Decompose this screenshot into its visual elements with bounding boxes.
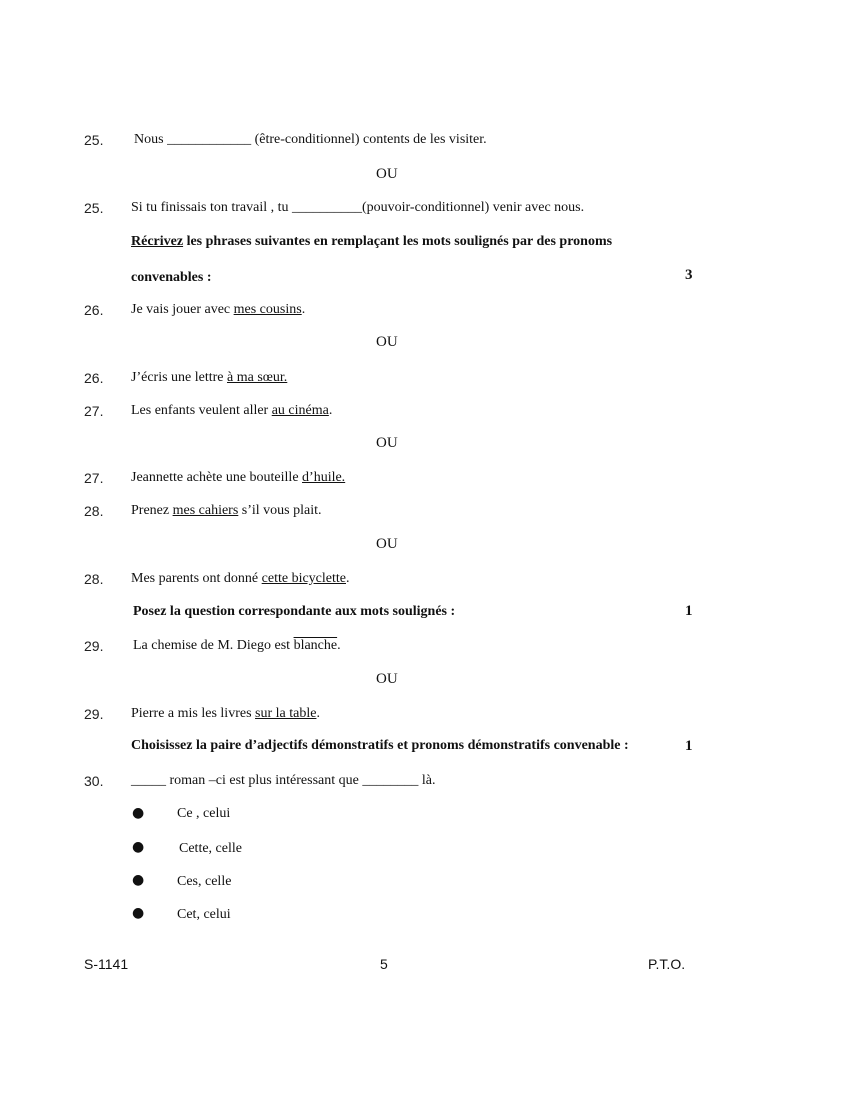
question-number: 29.	[84, 706, 104, 722]
option-item: Ces, celle	[177, 874, 232, 889]
question-number: 29.	[84, 638, 104, 654]
or-separator: OU	[376, 166, 398, 182]
underlined-word: cette bicyclette	[261, 571, 346, 586]
option-item: Ce , celui	[177, 806, 231, 821]
bullet-icon: ●	[132, 872, 145, 888]
fill-blank: ____________	[167, 132, 252, 147]
bullet-icon: ●	[132, 839, 145, 855]
question-text: (être-conditionnel) contents de les visiter.	[251, 132, 487, 147]
fill-blank: _____	[131, 773, 166, 788]
underlined-word: à ma sœur.	[227, 370, 288, 385]
question-text: J’écris une lettre	[131, 370, 228, 385]
instruction-text: les phrases suivantes en remplaçant les mots soulignés par des pronoms	[183, 234, 613, 249]
or-separator: OU	[376, 334, 398, 350]
question-text: .	[316, 706, 320, 721]
marks-label: 1	[685, 603, 693, 619]
option-item: Cet, celui	[177, 907, 231, 922]
question-number: 28.	[84, 571, 104, 587]
question-number: 25.	[84, 200, 104, 216]
question-number: 28.	[84, 503, 104, 519]
underlined-word: mes cousins	[233, 302, 302, 317]
question-text: Je vais jouer avec	[131, 302, 234, 317]
question-28b	[131, 570, 350, 588]
section-instruction-demonstratives: Choisissez la paire d’adjectifs démonstratifs et pronoms démonstratifs convenable :	[131, 738, 629, 753]
fill-blank: __________	[292, 200, 362, 215]
question-25a	[134, 131, 487, 149]
question-text: (pouvoir-conditionnel) venir avec nous.	[362, 200, 585, 215]
question-30	[131, 772, 435, 790]
question-text: Jeannette achète une bouteille	[131, 470, 303, 485]
question-26a	[131, 301, 305, 319]
question-29a	[133, 637, 341, 655]
question-29b	[131, 705, 320, 723]
underlined-word: d’huile.	[302, 470, 346, 485]
underlined-word: Récrivez	[131, 234, 184, 249]
question-text: Pierre a mis les livres	[131, 706, 256, 721]
underlined-word: blanche	[293, 638, 338, 653]
fill-blank: ________	[362, 773, 419, 788]
question-text: Nous	[134, 132, 168, 147]
section-instruction-question: Posez la question correspondante aux mots soulignés :	[133, 604, 456, 619]
question-number: 27.	[84, 403, 104, 419]
pto-label: P.T.O.	[648, 956, 686, 972]
paper-code: S-1141	[84, 956, 129, 972]
question-text: Les enfants veulent aller	[131, 403, 272, 418]
question-26b	[131, 369, 287, 387]
question-number: 25.	[84, 132, 104, 148]
underlined-word: mes cahiers	[172, 503, 239, 518]
question-number: 30.	[84, 773, 104, 789]
question-28a	[131, 502, 322, 520]
question-number: 26.	[84, 302, 104, 318]
underlined-word: au cinéma	[271, 403, 329, 418]
option-item: Cette, celle	[179, 841, 242, 856]
question-text: roman –ci est plus intéressant que	[166, 773, 363, 788]
question-text: .	[337, 638, 341, 653]
marks-label: 1	[685, 738, 693, 754]
question-text: là.	[418, 773, 436, 788]
or-separator: OU	[376, 536, 398, 552]
question-text: La chemise de M. Diego est	[133, 638, 294, 653]
or-separator: OU	[376, 435, 398, 451]
question-text: .	[301, 302, 306, 317]
bullet-icon: ●	[132, 905, 145, 921]
question-text: Si tu finissais ton travail , tu	[131, 200, 292, 215]
section-instruction-pronouns	[131, 233, 612, 251]
question-27b	[131, 469, 345, 487]
question-text: Mes parents ont donné	[131, 571, 262, 586]
instruction-continuation: convenables :	[131, 270, 212, 285]
question-number: 26.	[84, 370, 104, 386]
question-text: .	[328, 403, 333, 418]
underlined-word: sur la table	[255, 706, 317, 721]
page-number: 5	[380, 956, 388, 972]
question-text: s’il vous plait.	[238, 503, 322, 518]
question-text: Prenez	[131, 503, 173, 518]
question-25b	[131, 199, 584, 217]
question-27a	[131, 402, 332, 420]
question-text: .	[346, 571, 350, 586]
bullet-icon: ●	[132, 805, 145, 821]
question-number: 27.	[84, 470, 104, 486]
or-separator: OU	[376, 671, 398, 687]
marks-label: 3	[685, 267, 693, 283]
